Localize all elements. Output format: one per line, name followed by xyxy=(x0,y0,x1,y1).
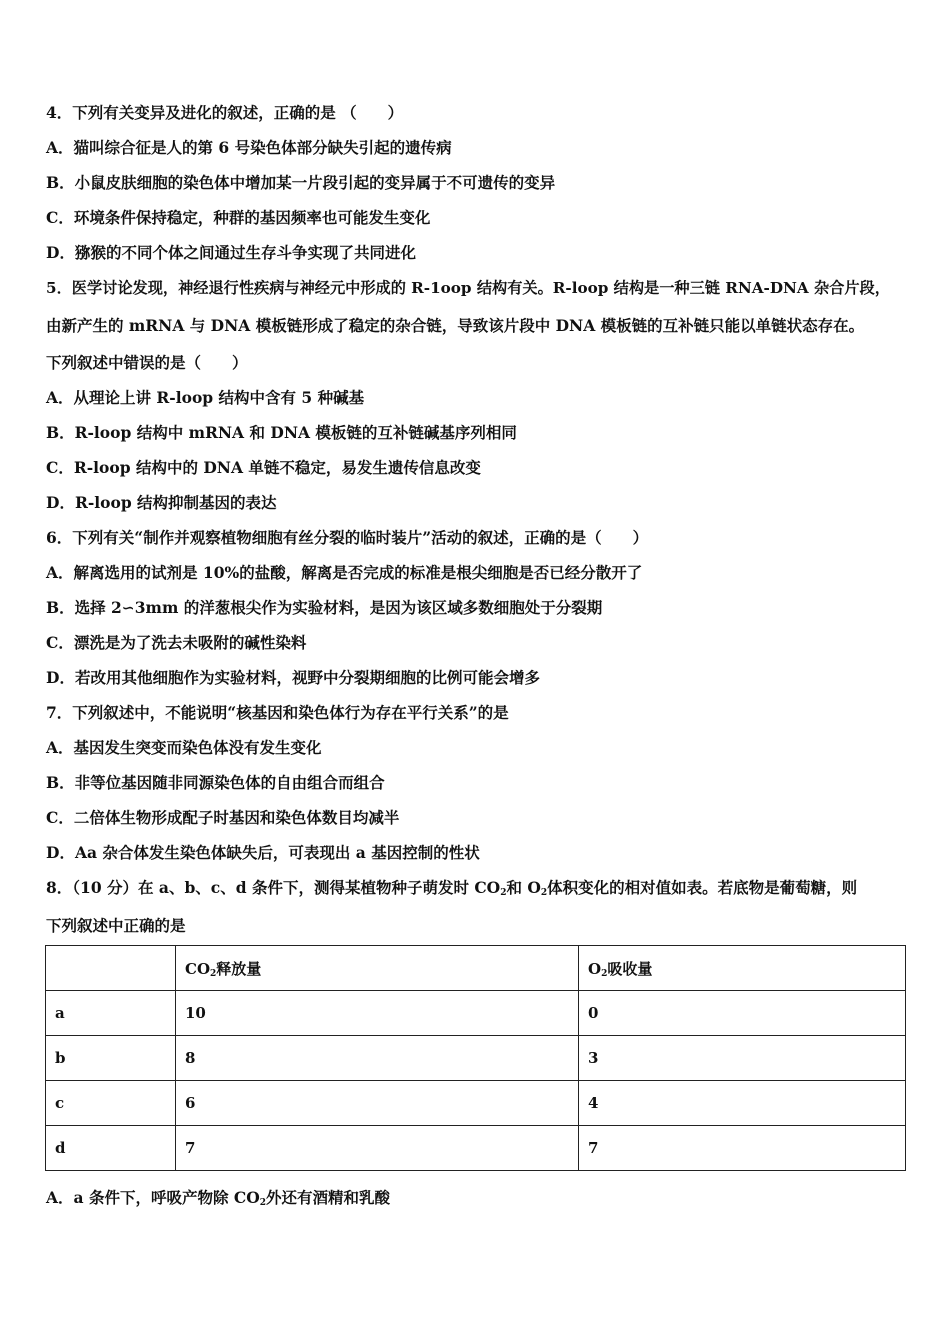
table-cell-co2: 10 xyxy=(176,991,579,1036)
table-row xyxy=(46,1126,906,1171)
table-header-co2-text: CO xyxy=(185,959,211,978)
question-4-option-c: C．环境条件保持稳定，种群的基因频率也可能发生变化 xyxy=(46,208,431,227)
question-6-option-b: B．选择 2∽3mm 的洋葱根尖作为实验材料，是因为该区域多数细胞处于分裂期 xyxy=(46,598,603,617)
table-cell-o2: 0 xyxy=(579,991,906,1036)
table-cell-o2: 3 xyxy=(579,1036,906,1081)
table-header-row xyxy=(46,946,906,991)
question-7-option-a: A．基因发生突变而染色体没有发生变化 xyxy=(46,738,322,757)
question-5-option-a: A．从理论上讲 R-loop 结构中含有 5 种碱基 xyxy=(46,388,365,407)
table-cell-o2: 4 xyxy=(579,1081,906,1126)
question-8-stem-line-1 xyxy=(46,878,857,901)
question-5-option-d: D．R-loop 结构抑制基因的表达 xyxy=(46,493,277,512)
question-5-option-b: B．R-loop 结构中 mRNA 和 DNA 模板链的互补链碱基序列相同 xyxy=(46,423,517,442)
question-4-option-b: B．小鼠皮肤细胞的染色体中增加某一片段引起的变异属于不可遗传的变异 xyxy=(46,173,556,192)
question-8-option-a-sub: 2 xyxy=(259,1198,266,1208)
question-7-option-d: D．Aa 杂合体发生染色体缺失后，可表现出 a 基因控制的性状 xyxy=(46,843,480,862)
table-row xyxy=(46,1081,906,1126)
question-8-stem-text-1: 8．（10 分）在 a、b、c、d 条件下，测得某植物种子萌发时 CO xyxy=(46,878,501,897)
table-cell-condition: b xyxy=(46,1036,176,1081)
question-6-option-d: D．若改用其他细胞作为实验材料，视野中分裂期细胞的比例可能会增多 xyxy=(46,668,540,687)
question-8-option-a-text-2: 外还有酒精和乳酸 xyxy=(265,1188,390,1207)
question-7-stem: 7．下列叙述中，不能说明“核基因和染色体行为存在平行关系”的是 xyxy=(46,703,509,722)
table-cell-condition: a xyxy=(46,991,176,1036)
question-8-stem-text-2: 和 O xyxy=(506,878,541,897)
table-cell-condition: d xyxy=(46,1126,176,1171)
table-cell-condition: c xyxy=(46,1081,176,1126)
table-row xyxy=(46,991,906,1036)
table-cell-co2: 7 xyxy=(176,1126,579,1171)
question-8-stem-sub-1: 2 xyxy=(500,888,507,898)
question-8-stem-line-2: 下列叙述中正确的是 xyxy=(46,916,186,935)
question-4-option-d: D．猕猴的不同个体之间通过生存斗争实现了共同进化 xyxy=(46,243,416,262)
question-4-stem: 4．下列有关变异及进化的叙述，正确的是 （ ） xyxy=(46,103,404,122)
question-8-option-a xyxy=(46,1188,390,1211)
table-cell-co2: 8 xyxy=(176,1036,579,1081)
table-header-o2-sub: 2 xyxy=(601,968,608,979)
table-header-empty xyxy=(46,946,176,991)
question-5-stem-line-2: 由新产生的 mRNA 与 DNA 模板链形成了稳定的杂合链，导致该片段中 DNA 模板链的互补链只能以单链状态存在。 xyxy=(46,316,865,335)
table-row xyxy=(46,1036,906,1081)
gas-exchange-table xyxy=(45,945,906,1171)
question-7-option-b: B．非等位基因随非同源染色体的自由组合而组合 xyxy=(46,773,385,792)
question-5-stem-line-1: 5．医学讨论发现，神经退行性疾病与神经元中形成的 R-1oop 结构有关。R-loop 结构是一种三链 RNA-DNA 杂合片段， xyxy=(46,279,890,297)
question-8-stem-sub-2: 2 xyxy=(540,888,548,898)
question-8-stem-text-3: 体积变化的相对值如表。若底物是葡萄糖，则 xyxy=(547,878,858,897)
table-header-o2-rest: 吸收量 xyxy=(607,959,653,978)
question-8-option-a-text-1: A．a 条件下，呼吸产物除 CO xyxy=(46,1188,260,1207)
question-6-option-c: C．漂洗是为了洗去未吸附的碱性染料 xyxy=(46,633,307,652)
table-cell-co2: 6 xyxy=(176,1081,579,1126)
table-header-co2 xyxy=(176,946,579,991)
table-header-co2-sub: 2 xyxy=(210,968,217,979)
question-7-option-c: C．二倍体生物形成配子时基因和染色体数目均减半 xyxy=(46,808,400,827)
question-6-option-a: A．解离选用的试剂是 10%的盐酸，解离是否完成的标准是根尖细胞是否已经分散开了 xyxy=(46,563,643,582)
question-5-stem-line-3: 下列叙述中错误的是（ ） xyxy=(46,353,248,372)
table-header-o2 xyxy=(579,946,906,991)
table-header-o2-text: O xyxy=(588,959,602,978)
table-cell-o2: 7 xyxy=(579,1126,906,1171)
table-header-co2-rest: 释放量 xyxy=(216,959,262,978)
question-6-stem: 6．下列有关“制作并观察植物细胞有丝分裂的临时装片”活动的叙述，正确的是（ ） xyxy=(46,528,649,547)
question-5-option-c: C．R-loop 结构中的 DNA 单链不稳定，易发生遗传信息改变 xyxy=(46,458,481,477)
question-4-option-a: A．猫叫综合征是人的第 6 号染色体部分缺失引起的遗传病 xyxy=(46,138,452,157)
